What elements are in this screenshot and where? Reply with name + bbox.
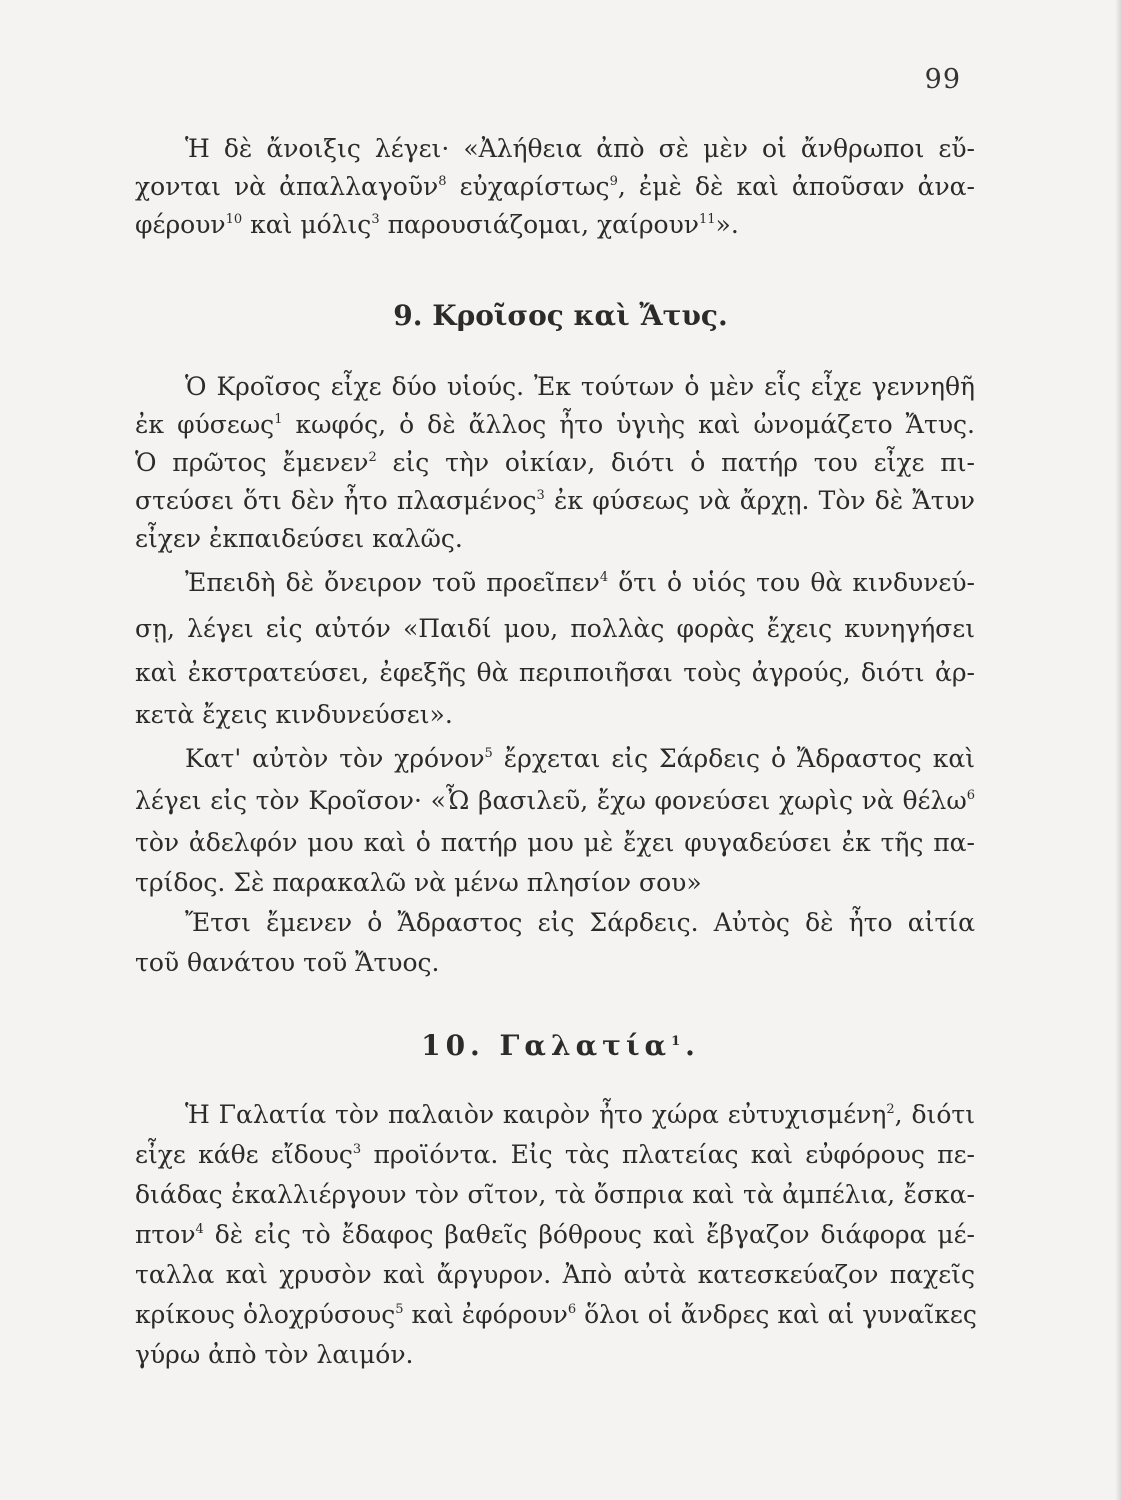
text-line: τρίδος. Σὲ παρακαλῶ νὰ μένω πλησίον σου» <box>135 868 702 897</box>
text-line: γύρω ἀπὸ τὸν λαιμόν. <box>135 1340 414 1369</box>
text-line: σῃ, λέγει εἰς αὐτόν «Παιδί μου, πολλὰς φορὰς ἔχεις κυνηγήσει <box>135 614 975 643</box>
text-line: πτον$^4$ δὲ εἰς τὸ ἔδαφος βαθεῖς βόθρους καὶ ἔβγαζον διάφορα μέ- <box>135 1220 975 1249</box>
text-line: φέρουν$^{10}$ καὶ μόλις$^3$ παρουσιάζομαι, χαίρουν$^{11}$». <box>135 210 739 239</box>
text-line: κετὰ ἔχεις κινδυνεύσει». <box>135 700 453 729</box>
text-line: διάδας ἐκαλλιέργουν τὸν σῖτον, τὰ ὄσπρια καὶ τὰ ἀμπέλια, ἔσκα- <box>135 1180 975 1209</box>
page-number: 99 <box>924 64 961 95</box>
section-9-title: 9. Κροῖσος καὶ Ἄτυς. <box>393 299 728 332</box>
text-line: κρίκους ὁλοχρύσους$^5$ καὶ ἐφόρουν$^6$ ὅλοι οἱ ἄνδρες καὶ αἱ γυναῖκες <box>135 1300 977 1329</box>
text-line: στεύσει ὅτι δὲν ἦτο πλασμένος$^3$ ἐκ φύσεως νὰ ἄρχῃ. Τὸν δὲ Ἄτυν <box>135 486 975 515</box>
page-edge <box>1115 0 1121 1500</box>
text-line: Ἐπειδὴ δὲ ὄνειρον τοῦ προεῖπεν$^4$ ὅτι ὁ υἱός του θὰ κινδυνεύ- <box>185 568 975 597</box>
text-line: ταλλα καὶ χρυσὸν καὶ ἄργυρον. Ἀπὸ αὐτὰ κατεσκεύαζον παχεῖς <box>135 1260 975 1289</box>
text-line: χονται νὰ ἀπαλλαγοῦν$^8$ εὐχαρίστως$^9$, ἐμὲ δὲ καὶ ἀποῦσαν ἀνα- <box>135 172 976 201</box>
text-line: καὶ ἐκστρατεύσει, ἐφεξῆς θὰ περιποιῆσαι τοὺς ἀγρούς, διότι ἀρ- <box>135 658 975 687</box>
text-line: τοῦ θανάτου τοῦ Ἄτυος. <box>135 948 440 977</box>
text-line: τὸν ἀδελφόν μου καὶ ὁ πατήρ μου μὲ ἔχει φυγαδεύσει ἐκ τῆς πα- <box>135 828 975 857</box>
text-line: Ἔτσι ἔμενεν ὁ Ἄδραστος εἰς Σάρδεις. Αὐτὸς δὲ ἦτο αἰτία <box>185 908 975 937</box>
text-line: ἐκ φύσεως$^1$ κωφός, ὁ δὲ ἄλλος ἦτο ὑγιὴς καὶ ὠνομάζετο Ἄτυς. <box>135 410 975 439</box>
text-line: Ὁ Κροῖσος εἶχε δύο υἱούς. Ἐκ τούτων ὁ μὲν εἷς εἶχε γεννηθῆ <box>185 372 975 401</box>
text-line: Κατ' αὐτὸν τὸν χρόνον$^5$ ἔρχεται εἰς Σάρδεις ὁ Ἄδραστος καὶ <box>185 744 976 773</box>
text-line: εἶχεν ἐκπαιδεύσει καλῶς. <box>135 524 463 553</box>
text-line: Ἡ Γαλατία τὸν παλαιὸν καιρὸν ἦτο χώρα εὐτυχισμένη$^2$, διότι <box>185 1100 975 1129</box>
text-line: λέγει εἰς τὸν Κροῖσον· «Ὦ βασιλεῦ, ἔχω φονεύσει χωρὶς νὰ θέλω$^6$ <box>135 786 975 815</box>
section-10-title: 10. Γαλατία$^1$. <box>421 1029 700 1062</box>
text-line: Ὁ πρῶτος ἔμενεν$^2$ εἰς τὴν οἰκίαν, διότι ὁ πατήρ του εἶχε πι- <box>135 448 975 477</box>
text-line: εἶχε κάθε εἴδους$^3$ προϊόντα. Εἰς τὰς πλατείας καὶ εὐφόρους πε- <box>135 1140 975 1169</box>
text-line: Ἡ δὲ ἄνοιξις λέγει· «Ἀλήθεια ἀπὸ σὲ μὲν οἱ ἄνθρωποι εὔ- <box>185 134 975 163</box>
